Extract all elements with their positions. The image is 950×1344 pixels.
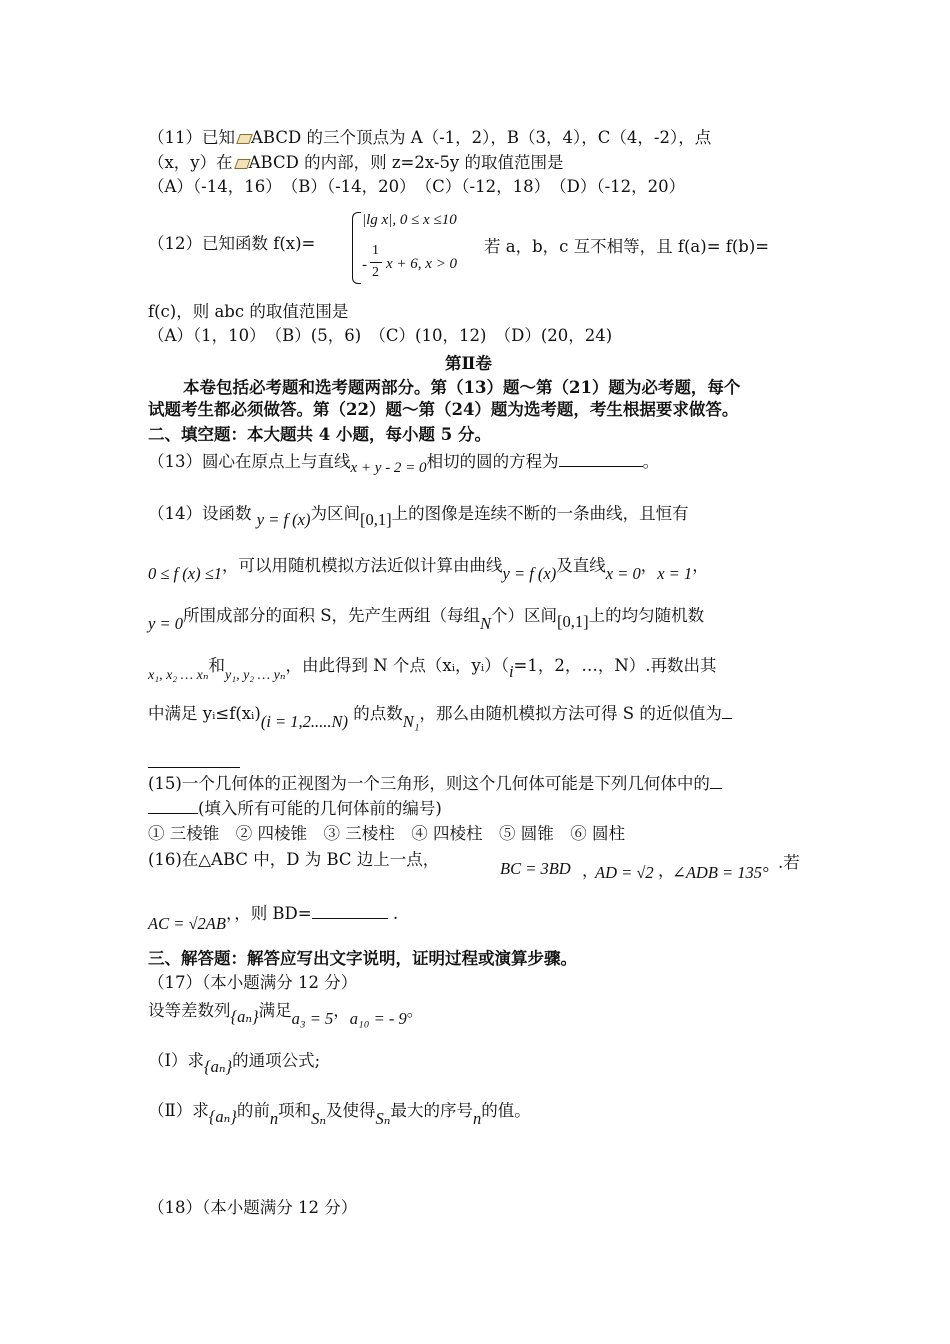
q16-cond3: ∠ADB = 135° <box>672 863 769 882</box>
fraction-bar <box>370 262 382 263</box>
q11-options: （A）（-14，16） （B）（-14，20） （C）（-12，18） （D）（-12，20） <box>148 177 686 196</box>
answer-blank[interactable] <box>148 813 198 814</box>
q12-suffix: 若 a，b，c 互不相等，且 f(a)= f(b)= <box>484 237 770 256</box>
q16-line1: (16)在△ABC 中，D 为 BC 边上一点， <box>148 850 440 869</box>
part2-intro1: 本卷包括必考题和选考题两部分。第（13）题～第（21）题为必考题，每个 <box>183 378 741 397</box>
q17-part1: （Ⅰ）求{aₙ}的通项公式; <box>148 1051 321 1076</box>
part2-intro2: 试题考生都必须做答。第（22）题～第（24）题为选考题，考生根据要求做答。 <box>148 400 739 419</box>
piecewise-brace <box>352 212 361 284</box>
q15-line1: (15)一个几何体的正视图为一个三角形，则这个几何体可能是下列几何体中的 <box>148 773 722 795</box>
answer-blank[interactable] <box>710 788 722 789</box>
q14-line5: 中满足 yᵢ≤f(xᵢ)(i = 1,2.....N) 的点数N₁，那么由随机模拟方法可得 S 的近似值为 <box>148 703 732 725</box>
answer-blank[interactable] <box>722 718 732 719</box>
q14-line3: y = 0所围成部分的面积 S，先产生两组（每组N个）区间[0,1]上的均匀随机数 <box>148 606 705 633</box>
q16-ruo: .若 <box>778 853 800 872</box>
q13: （13）圆心在原点上与直线x + y - 2 = 0相切的圆的方程为 。 <box>148 452 660 476</box>
q15-options: ① 三棱锥 ② 四棱锥 ③ 三棱柱 ④ 四棱柱 ⑤ 圆锥 ⑥ 圆柱 <box>148 824 625 843</box>
answer-blank-cont[interactable] <box>148 767 240 768</box>
q14-line1: （14）设函数 y = f (x)为区间[0,1]上的图像是连续不断的一条曲线，且恒有 <box>148 504 689 529</box>
part3-header: 三、解答题：解答应写出文字说明，证明过程或演算步骤。 <box>148 949 577 968</box>
part2-title: 第Ⅱ卷 <box>445 354 492 373</box>
q12-case2-den: 2 <box>372 265 379 280</box>
q12-options: （A）（1，10） （B）(5，6) （C）(10，12) （D）(20，24) <box>148 326 613 345</box>
q12-prefix: （12）已知函数 f(x)= <box>148 234 316 253</box>
q11-line1: （11）已知 ABCD 的三个顶点为 A（-1，2），B（3，4），C（4，-2），点 <box>148 128 712 147</box>
q12-case2-num: 1 <box>372 243 379 258</box>
q17-part2: （Ⅱ）求{aₙ}的前n项和Sₙ及使得Sₙ最大的序号n的值。 <box>148 1101 531 1128</box>
q14-line4: $_{x_1, x_2 \dots x_n}$和$_{y_1, y_2 \dots y_n}$，由此得到 N 个点（xᵢ，yᵢ）（i=1，2，…，N）.再数出其 <box>148 656 717 683</box>
q16-cond1: BC = 3BD <box>500 859 571 878</box>
answer-blank[interactable] <box>559 466 643 467</box>
q12-case2-right: x + 6, x > 0 <box>386 256 458 272</box>
q16-line2: AC = √2AB，，则 BD= . <box>148 904 399 933</box>
parallelogram-icon <box>235 133 251 143</box>
q12-cont: f(c)，则 abc 的取值范围是 <box>148 302 349 321</box>
q14-line2: 0 ≤ f (x) ≤1，可以用随机模拟方法近似计算由曲线y = f (x)及直线x = 0，x = 1， <box>148 556 709 583</box>
parallelogram-icon <box>233 158 249 168</box>
comma: ， <box>582 861 599 880</box>
answer-blank[interactable] <box>312 918 388 919</box>
q12-case1: |lg x|, 0 ≤ x ≤10 <box>362 212 457 228</box>
q18-title: （18）（本小题满分 12 分） <box>148 1198 358 1217</box>
q16-cond2: AD = √2 <box>595 863 654 882</box>
q17-line1: 设等差数列{aₙ}满足a₃ = 5，a₁₀ = - 9。 <box>148 1001 424 1028</box>
fill-header: 二、填空题：本大题共 4 小题，每小题 5 分。 <box>148 425 491 444</box>
q17-title: （17）（本小题满分 12 分） <box>148 973 358 992</box>
comma: ， <box>658 861 675 880</box>
q15-line2: (填入所有可能的几何体前的编号) <box>148 798 442 820</box>
q11-line2: （x，y）在 ABCD 的内部，则 z=2x-5y 的取值范围是 <box>148 153 564 172</box>
q12-case2-left: - <box>362 257 367 273</box>
